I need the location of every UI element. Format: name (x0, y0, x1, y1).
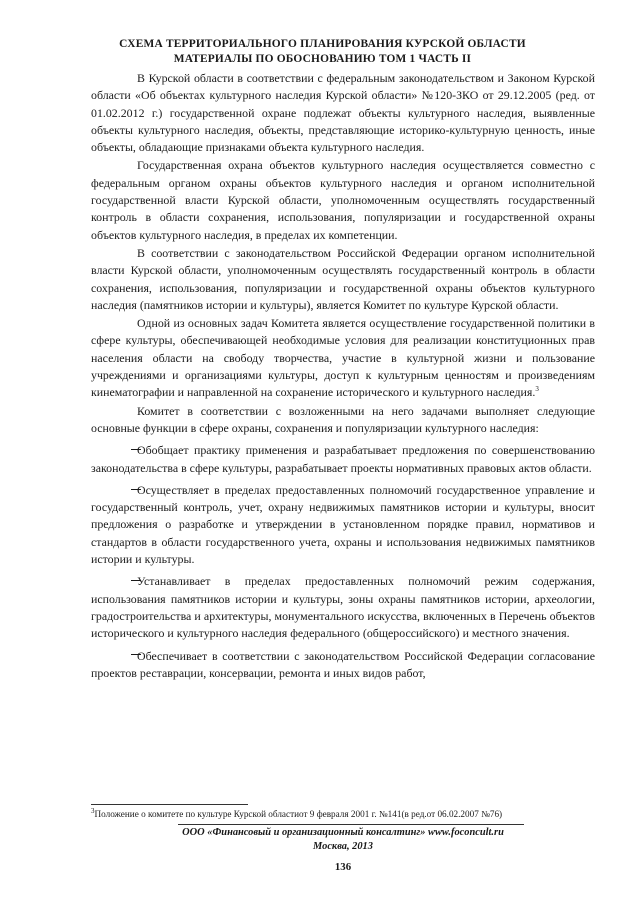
list-item-text: Обеспечивает в соответствии с законодательством Российской Федерации согласование проектов реставрации, консервации, ремонта и иных видов работ, (91, 648, 595, 680)
header-title: СХЕМА ТЕРРИТОРИАЛЬНОГО ПЛАНИРОВАНИЯ КУРСКОЙ ОБЛАСТИ (119, 38, 526, 50)
main-text (91, 70, 595, 682)
list-item (91, 442, 595, 477)
footer-divider (178, 824, 524, 825)
footnote-text: Положение о комитете по культуре Курской областиот 9 февраля 2001 г. №141(в ред.от 06.02.2007 №76) (94, 809, 503, 819)
paragraph-5: Комитет в соответствии с возложенными на него задачами выполняет следующие основные функции в сфере охраны, сохранения и популяризации культурного наследия: (91, 403, 595, 435)
footnote-divider (91, 804, 248, 805)
footnote (91, 806, 611, 820)
paragraph-2: Государственная охрана объектов культурного наследия осуществляется совместно с федеральным органом охраны объектов культурного наследия и органом исполнительной государственной власти Курской области, уполномоченным осуществлять государственный контроль в области сохранения, использования, популяризации и государственной охраны объектов культурного наследия, в пределах их компетенции. (91, 158, 595, 242)
dash-marker (91, 482, 137, 499)
document-header (80, 37, 565, 67)
list-item-text: Устанавливает в пределах предоставленных полномочий режим содержания, использования памятников истории и культуры, зоны охраны памятников истории, археологии, градостроительства и архитектуры, монументального искусства, включенных в Перечень объектов исторического и культурного наследия федерального (общероссийского) и местного значения. (91, 574, 595, 641)
footnote-number: 3 (91, 806, 95, 815)
list-item-text: Осуществляет в пределах предоставленных полномочий государственное управление и государственный контроль, учет, охрану недвижимых памятников истории и культуры, вносит предложения о разработке и утверждении в установленном порядке правил, нормативов и стандартов в области государственного учета, охраны и использования недвижимых памятников истории и культуры. (91, 482, 595, 567)
paragraph-1: В Курской области в соответствии с федеральным законодательством и Законом Курской области «Об объектах культурного наследия Курской области» №120-ЗКО от 29.12.2005 (ред. от 01.02.2012 г.) государственной охране подлежат объекты культурного наследия, выявленные объекты культурного наследия, объекты, представляющие историко-культурную ценность, иные объекты, обладающие признаками объекта культурного наследия. (91, 71, 595, 155)
list-item (91, 648, 595, 683)
dash-marker (91, 442, 137, 459)
page-number: 136 (334, 861, 352, 873)
paragraph-3: В соответствии с законодательством Российской Федерации органом исполнительной власти Курской области, уполномоченным осуществлять государственный контроль в области сохранения, использования, популяризации и государственной охраны объектов культурного наследия (памятников истории и культуры), является Комитет по культуре Курской области. (91, 245, 595, 312)
list-item-text: Обобщает практику применения и разрабатывает предложения по совершенствованию законодательства в сфере культуры, разрабатывает проекты нормативных правовых актов области. (91, 443, 595, 475)
dash-marker (91, 573, 137, 590)
footer-organization: ООО «Финансовый и организационный консалтинг» www.foconcult.ru (182, 827, 504, 838)
paragraph-4 (91, 315, 595, 401)
paragraph-4-text: Одной из основных задач Комитета является осуществление государственной политики в сфере культуры, обеспечивающей необходимые условия для реализации конституционных прав населения области на свободу творчества, участие в культурной жизни и пользование учреждениями и организациями культуры, доступ к культурным ценностям и произведениям кинематографии и направленной на сохранение исторического и культурного наследия. (91, 316, 595, 400)
footnote-reference[interactable]: 3 (535, 385, 539, 394)
list-item (91, 482, 595, 568)
dash-marker (91, 648, 137, 665)
header-subtitle: МАТЕРИАЛЫ ПО ОБОСНОВАНИЮ ТОМ 1 ЧАСТЬ II (173, 53, 472, 65)
footer-city-year: Москва, 2013 (313, 841, 373, 852)
list-item (91, 573, 595, 642)
